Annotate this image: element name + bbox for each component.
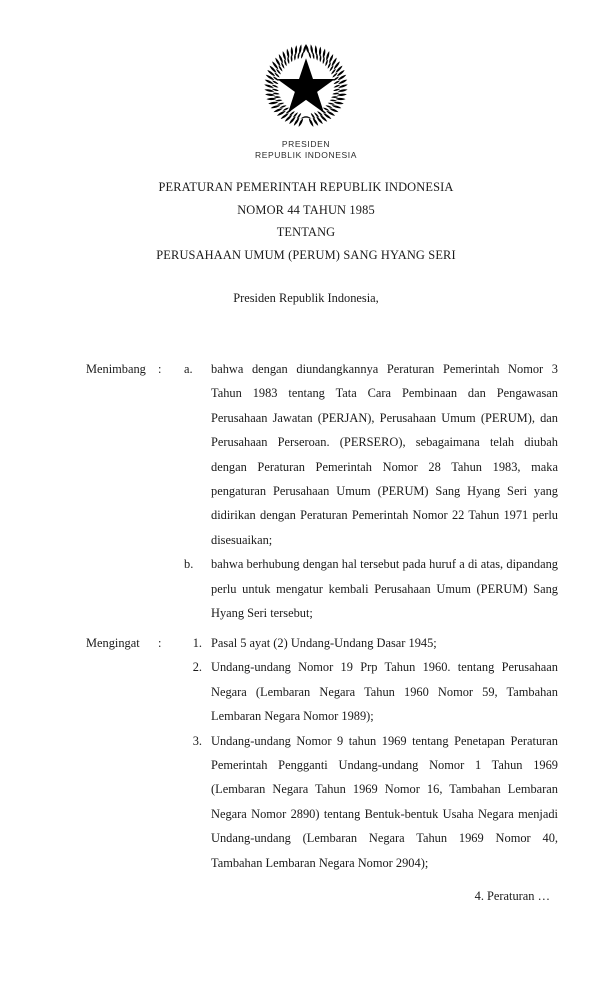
list-item-text: Undang-undang Nomor 19 Prp Tahun 1960. tentang Perusahaan Negara (Lembaran Negara Tahun 1960 Nomor 59, Tambahan Lembaran Negara Nomor 1989);	[211, 660, 558, 724]
emblem-caption	[0, 139, 612, 161]
list-item-marker: 1.	[192, 636, 202, 650]
clause-colon: :	[158, 362, 162, 376]
title-line-regulation: PERATURAN PEMERINTAH REPUBLIK INDONESIA	[158, 180, 454, 194]
emblem-caption-line-2: REPUBLIK INDONESIA	[255, 150, 357, 160]
clause-items-menimbang	[184, 357, 558, 625]
clause-mengingat	[86, 631, 558, 875]
page-continuation-note: 4. Peraturan …	[474, 889, 550, 903]
list-item-text: bahwa berhubung dengan hal tersebut pada huruf a di atas, dipandang perlu untuk mengatur kembali Perusahaan Umum (PERUM) Sang Hyang Seri tersebut;	[211, 557, 558, 621]
clause-label-menimbang: Menimbang	[86, 362, 146, 376]
clause-colon: :	[158, 636, 162, 650]
title-line-number: NOMOR 44 TAHUN 1985	[237, 202, 375, 217]
opening-line: Presiden Republik Indonesia,	[233, 291, 379, 305]
emblem-block	[0, 38, 612, 161]
list-item	[184, 655, 558, 728]
list-item	[184, 631, 558, 655]
list-item-marker: 2.	[192, 660, 202, 675]
list-item-text: bahwa dengan diundangkannya Peraturan Pemerintah Nomor 3 Tahun 1983 tentang Tata Cara Pembinaan dan Pengawasan Perusahaan Jawatan (PERJAN), Perusahaan Umum (PERUM), dan Perusahaan Perseroan. (PERSERO), sebagaimana telah diubah dengan Peraturan Pemerintah Nomor 28 Tahun 1983, maka pengaturan Perusahaan Umum (PERUM) Sang Hyang Seri yang didirikan dengan Peraturan Pemerintah Nomor 22 Tahun 1971 perlu disesuaikan;	[211, 362, 558, 547]
title-line-subject: PERUSAHAAN UMUM (PERUM) SANG HYANG SERI	[156, 247, 456, 262]
list-item-text: Undang-undang Nomor 9 tahun 1969 tentang Penetapan Peraturan Pemerintah Pengganti Undang-undang Nomor 1 Tahun 1969 (Lembaran Negara Tahun 1969 Nomor 16, Tambahan Lembaran Negara Nomor 2890) tentang Bentuk-bentuk Usaha Negara menjadi Undang-undang (Lembaran Negara Tahun 1969 Nomor 40, Tambahan Lembaran Negara Nomor 2904);	[211, 733, 558, 870]
document-title-block	[56, 176, 556, 266]
clause-row	[86, 357, 558, 625]
garuda-star-wreath-emblem	[260, 38, 352, 130]
list-item-text: Pasal 5 ayat (2) Undang-Undang Dasar 1945;	[211, 636, 437, 650]
list-item	[184, 729, 558, 875]
clause-menimbang	[86, 357, 558, 625]
list-item	[184, 552, 558, 625]
list-item-marker: a.	[184, 362, 193, 376]
emblem-caption-line-1: PRESIDEN	[281, 139, 331, 149]
clause-label-mengingat: Mengingat	[86, 636, 140, 650]
clause-row	[86, 631, 558, 875]
star-shape	[277, 58, 335, 112]
list-item	[184, 357, 558, 552]
list-item-marker: b.	[184, 557, 194, 572]
title-line-tentang: TENTANG	[276, 225, 336, 239]
clause-items-mengingat	[184, 631, 558, 875]
list-item-marker: 3.	[192, 733, 202, 748]
